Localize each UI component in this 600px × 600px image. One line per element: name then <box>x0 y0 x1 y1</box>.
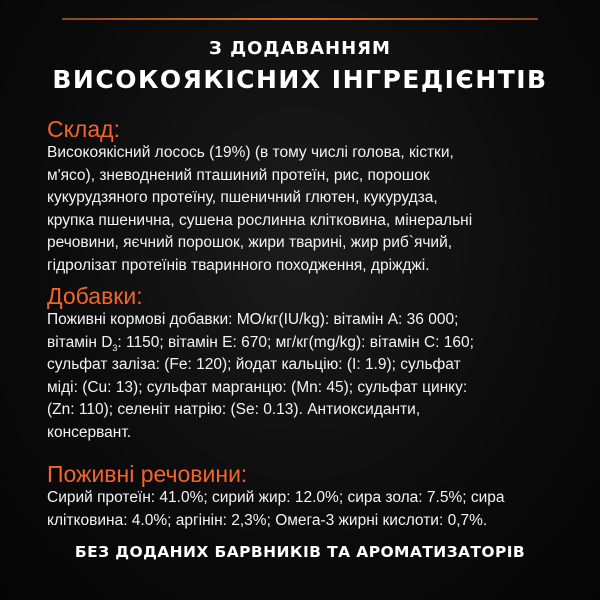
additives-rest: сульфат заліза: (Fe: 120); йодат кальцію: (I: 1.9); сульфат міді: (Cu: 13); сульфат марганцю: (Mn: 45); сульфат цинку: (Zn: 110); селеніт натрію: (Se: 0.13). Антиоксиданти, консервант. <box>47 356 468 441</box>
additives-section <box>47 283 567 444</box>
nutrients-title: Поживні речовини: <box>47 461 248 487</box>
additives-vitamin-d: вітамін D <box>47 333 113 351</box>
header-title: ВИСОКОЯКІСНИХ ІНГРЕДІЄНТІВ <box>52 65 548 94</box>
additives-line-2: : 1150; вітамін Е: 670; мг/кг(mg/kg): вітамін С: 160; <box>117 333 474 351</box>
additives-text <box>47 309 567 444</box>
nutrients-text: Сирий протеїн: 41.0%; сирий жир: 12.0%; сира зола: 7.5%; сира клітковина: 4.0%; аргінін: 2,3%; Омега-3 жирні кислоти: 0,7%. <box>47 489 505 529</box>
top-accent-rule <box>62 18 538 20</box>
nutrients-section <box>47 461 567 532</box>
header <box>0 38 600 94</box>
composition-section <box>47 116 567 277</box>
additives-title: Добавки: <box>47 283 143 309</box>
additives-line-1: Поживні кормові добавки: МО/кг(IU/kg): вітамін А: 36 000; <box>47 311 459 328</box>
composition-title: Склад: <box>47 116 120 142</box>
composition-text: Високоякісний лосось (19%) (в тому числі голова, кістки, м'ясо), зневоднений пташиний протеїн, рис, порошок кукурудзяного протеїну, пшеничний глютен, кукурудза, крупка пшенична, сушена рослинна клітковина, мінеральні речовини, яєчний порошок, жири тварині, жир риб`ячий, гідролізат протеїнів тваринного походження, дріжджі. <box>47 144 473 274</box>
additives-subscript: 3 <box>112 342 118 353</box>
footer-note: БЕЗ ДОДАНИХ БАРВНИКІВ ТА АРОМАТИЗАТОРІВ <box>74 543 526 561</box>
header-subtitle: З ДОДАВАННЯМ <box>209 38 391 59</box>
